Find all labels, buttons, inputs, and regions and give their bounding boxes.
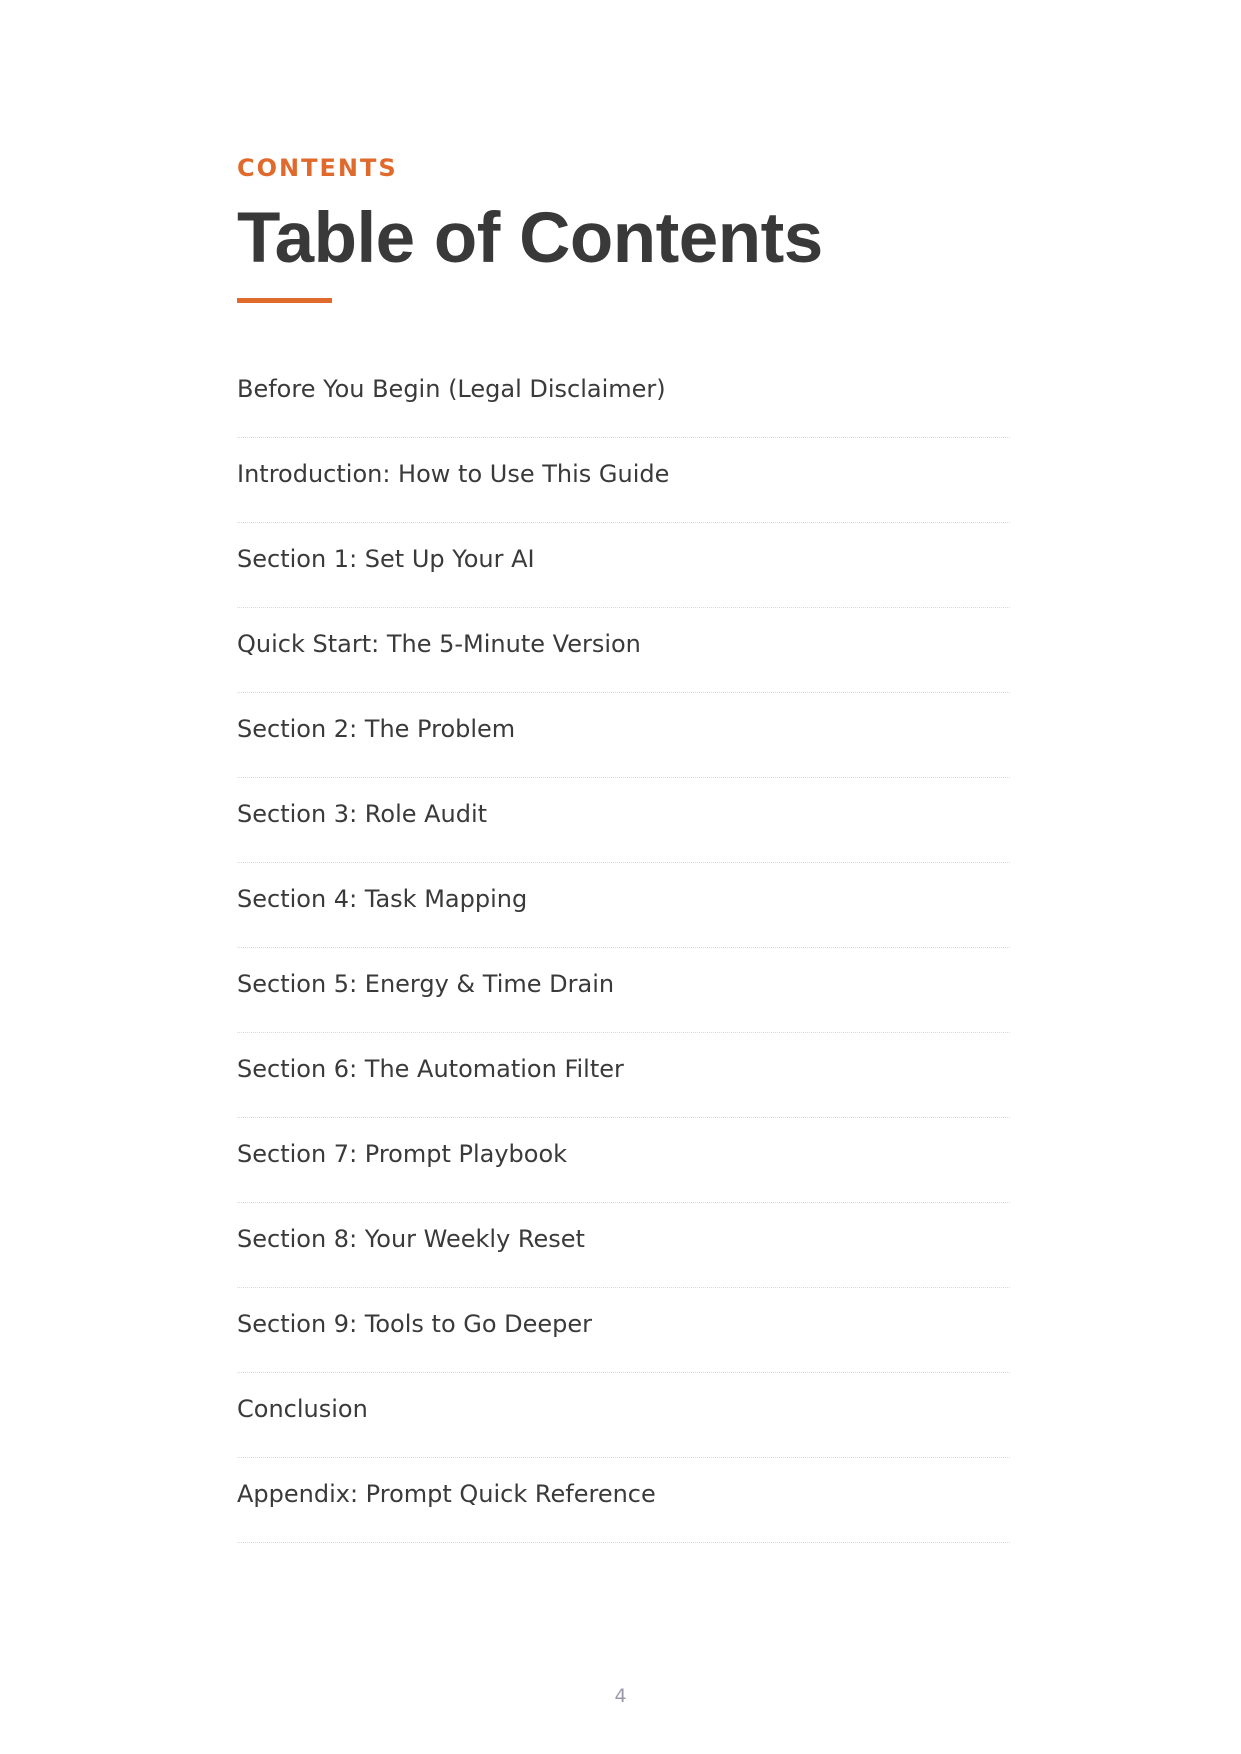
- toc-item-section-2[interactable]: [237, 693, 1010, 778]
- toc-item-label: Section 3: Role Audit: [237, 800, 488, 828]
- toc-item-label: Conclusion: [237, 1395, 368, 1423]
- toc-item-appendix[interactable]: [237, 1458, 1010, 1543]
- page-title: Table of Contents: [237, 199, 823, 278]
- toc-item-label: Appendix: Prompt Quick Reference: [237, 1480, 656, 1508]
- page-number: 4: [614, 1685, 627, 1707]
- toc-item-label: Section 2: The Problem: [237, 715, 516, 743]
- toc-item-label: Section 9: Tools to Go Deeper: [237, 1310, 593, 1338]
- toc-item-section-3[interactable]: [237, 778, 1010, 863]
- toc-item-section-8[interactable]: [237, 1203, 1010, 1288]
- section-eyebrow: CONTENTS: [237, 154, 398, 182]
- toc-item-label: Section 6: The Automation Filter: [237, 1055, 624, 1083]
- toc-list: [237, 353, 1010, 1543]
- toc-item-label: Section 1: Set Up Your AI: [237, 545, 535, 573]
- toc-item-label: Section 8: Your Weekly Reset: [237, 1225, 585, 1253]
- toc-item-label: Section 7: Prompt Playbook: [237, 1140, 568, 1168]
- toc-item-section-9[interactable]: [237, 1288, 1010, 1373]
- toc-item-label: Section 5: Energy & Time Drain: [237, 970, 615, 998]
- toc-item-label: Before You Begin (Legal Disclaimer): [237, 375, 666, 403]
- toc-item-section-5[interactable]: [237, 948, 1010, 1033]
- toc-item-section-1[interactable]: [237, 523, 1010, 608]
- toc-item-section-6[interactable]: [237, 1033, 1010, 1118]
- toc-item-section-7[interactable]: [237, 1118, 1010, 1203]
- toc-item-quick-start[interactable]: [237, 608, 1010, 693]
- toc-item-introduction[interactable]: [237, 438, 1010, 523]
- toc-item-legal-disclaimer[interactable]: [237, 353, 1010, 438]
- toc-item-label: Section 4: Task Mapping: [237, 885, 528, 913]
- toc-item-conclusion[interactable]: [237, 1373, 1010, 1458]
- title-underline: [237, 298, 332, 303]
- toc-item-label: Quick Start: The 5-Minute Version: [237, 630, 641, 658]
- toc-item-label: Introduction: How to Use This Guide: [237, 460, 670, 488]
- toc-item-section-4[interactable]: [237, 863, 1010, 948]
- toc-content: [237, 150, 1010, 1543]
